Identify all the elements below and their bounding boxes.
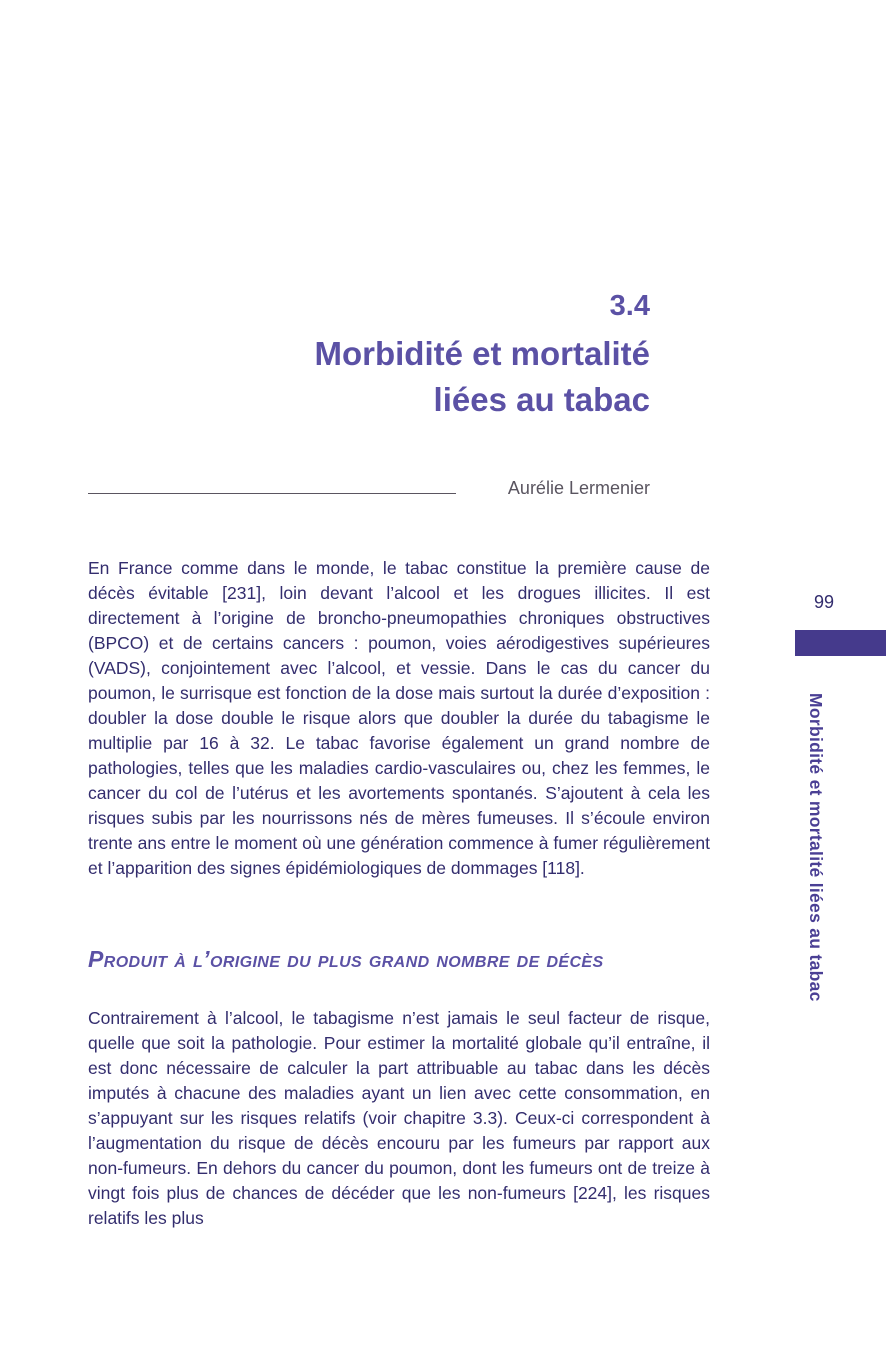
body-paragraph: Contrairement à l’alcool, le tabagisme n’est jamais le seul facteur de risque, quelle que soit la pathologie. Pour estimer la mortalité globale qu’il entraîne, il est donc nécessaire de calculer la part attribuable au tabac dans les décès imputés à chacune des maladies ayant un lien avec cette consommation, en s’appuyant sur les risques relatifs (voir chapitre 3.3). Ceux-ci correspondent à l’augmentation du risque de décès encouru par les fumeurs par rapport aux non-fumeurs. En dehors du cancer du poumon, dont les fumeurs ont de treize à vingt fois plus de chances de décéder que les non-fumeurs [224], les risques relatifs les plus <box>88 1008 710 1228</box>
sidebar-tab-bar <box>795 630 886 656</box>
sidebar-vertical-title: Morbidité et mortalité liées au tabac <box>806 693 826 1002</box>
section-number: 3.4 <box>609 290 650 322</box>
intro-paragraph: En France comme dans le monde, le tabac constitue la première cause de décès évitable [231], loin devant l’alcool et les drogues illicites. Il est directement à l’origine de broncho-pneumopathies chroniques obstructives (BPCO) et de certains cancers : poumon, voies aérodigestives supérieures (VADS), conjointement avec l’alcool, et vessie. Dans le cas du cancer du poumon, le surrisque est fonction de la dose mais surtout la durée d’exposition : doubler la dose double le risque alors que doubler la durée du tabagisme le multiplie par 16 à 32. Le tabac favorise également un grand nombre de pathologies, telles que les maladies cardio-vasculaires ou, chez les femmes, le cancer du col de l’utérus et les avortements spontanés. S’ajoutent à cela les risques subis par les nourrissons nés de mères fumeuses. Il s’écoule environ trente ans entre le moment où une génération commence à fumer régulièrement et l’apparition des signes épidémiologiques de dommages [118]. <box>88 558 710 878</box>
page-number: 99 <box>813 592 835 612</box>
section-heading: Produit à l’origine du plus grand nombre de décès <box>88 946 604 972</box>
author-name: Aurélie Lermenier <box>507 478 650 498</box>
chapter-title-line1: Morbidité et mortalité <box>314 335 650 372</box>
author-rule <box>88 493 456 494</box>
chapter-title <box>88 331 650 423</box>
author-row <box>88 478 650 499</box>
chapter-title-line2: liées au tabac <box>433 381 650 418</box>
